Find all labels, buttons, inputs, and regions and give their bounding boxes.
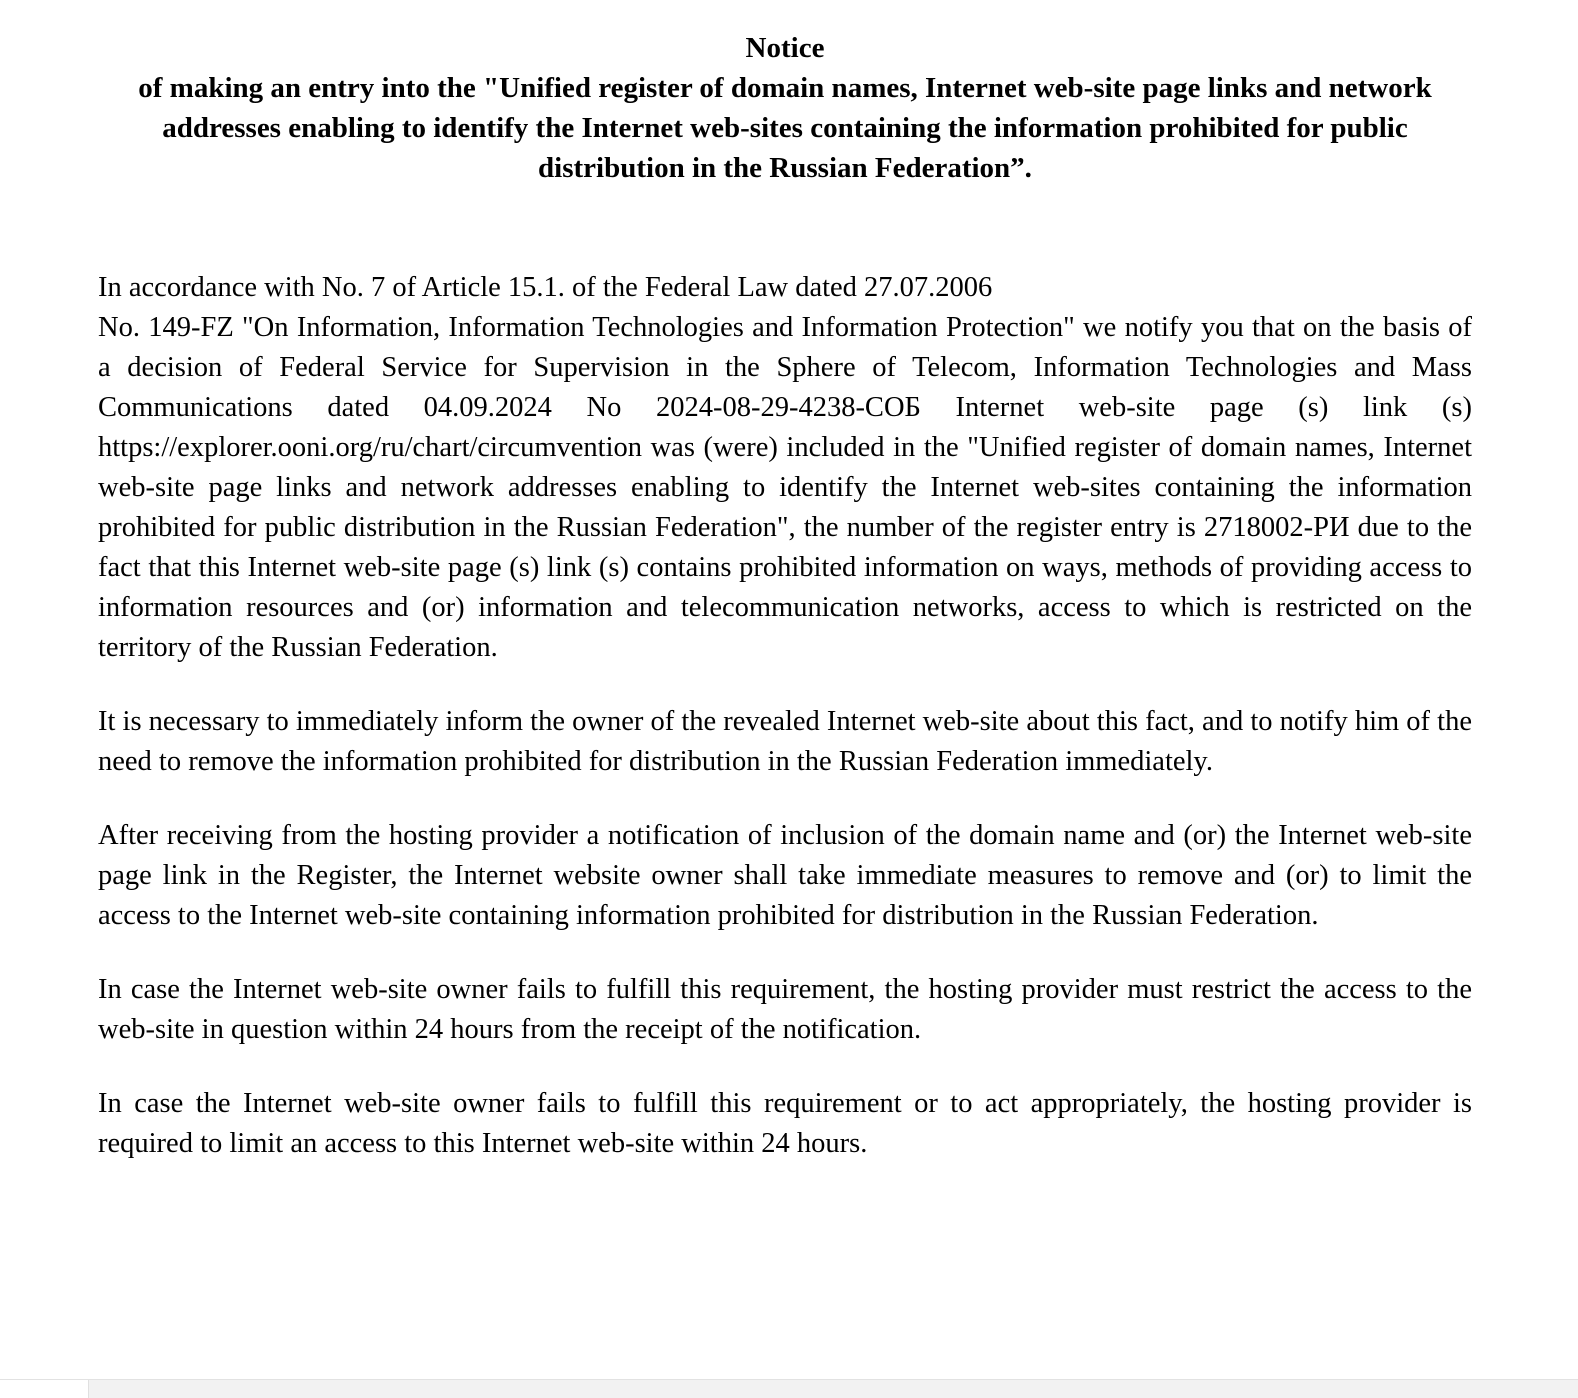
paragraph-intro xyxy=(98,268,1472,668)
paragraph-intro-text: No. 149-FZ "On Information, Information Technologies and Information Protection" we notify you that on the basis of a decision of Federal Service for Supervision in the Sphere of Telecom, Information Technologies and Mass Communications dated 04.09.2024 No 2024-08-29-4238-СОБ Internet web-site page (s) link (s) https://explorer.ooni.org/ru/chart/circumvention was (were) included in the "Unified register of domain names, Internet web-site page links and network addresses enabling to identify the Internet web-sites containing the information prohibited for public distribution in the Russian Federation", the number of the register entry is 2718002-РИ due to the fact that this Internet web-site page (s) link (s) contains prohibited information on ways, methods of providing access to information resources and (or) information and telecommunication networks, access to which is restricted on the territory of the Russian Federation. xyxy=(98,312,1472,663)
page-bottom-left-pane xyxy=(0,1380,89,1398)
paragraph-2: It is necessary to immediately inform the owner of the revealed Internet web-site about this fact, and to notify him of the need to remove the information prohibited for distribution in the Russian Federation immediately. xyxy=(98,706,1472,777)
paragraph-4: In case the Internet web-site owner fails to fulfill this requirement, the hosting provider must restrict the access to the web-site in question within 24 hours from the receipt of the notification. xyxy=(98,974,1472,1045)
paragraph-5: In case the Internet web-site owner fails to fulfill this requirement or to act appropriately, the hosting provider is required to limit an access to this Internet web-site within 24 hours. xyxy=(98,1088,1472,1159)
document-subtitle: of making an entry into the "Unified register of domain names, Internet web-site page links and network addresses enabling to identify the Internet web-sites containing the information prohibited for public distribution in the Russian Federation”. xyxy=(138,72,1432,184)
paragraph-intro-lead: In accordance with No. 7 of Article 15.1. of the Federal Law dated 27.07.2006 xyxy=(98,272,993,303)
paragraph-gap xyxy=(98,668,1472,702)
page-bottom-strip xyxy=(0,1379,1578,1398)
document-title xyxy=(98,28,1472,68)
document-body xyxy=(98,268,1472,1164)
paragraph-3: After receiving from the hosting provider a notification of inclusion of the domain name and (or) the Internet web-site page link in the Register, the Internet website owner shall take immediate measures to remove and (or) to limit the access to the Internet web-site containing information prohibited for distribution in the Russian Federation. xyxy=(98,820,1472,931)
document-title-line1: Notice xyxy=(745,32,825,64)
